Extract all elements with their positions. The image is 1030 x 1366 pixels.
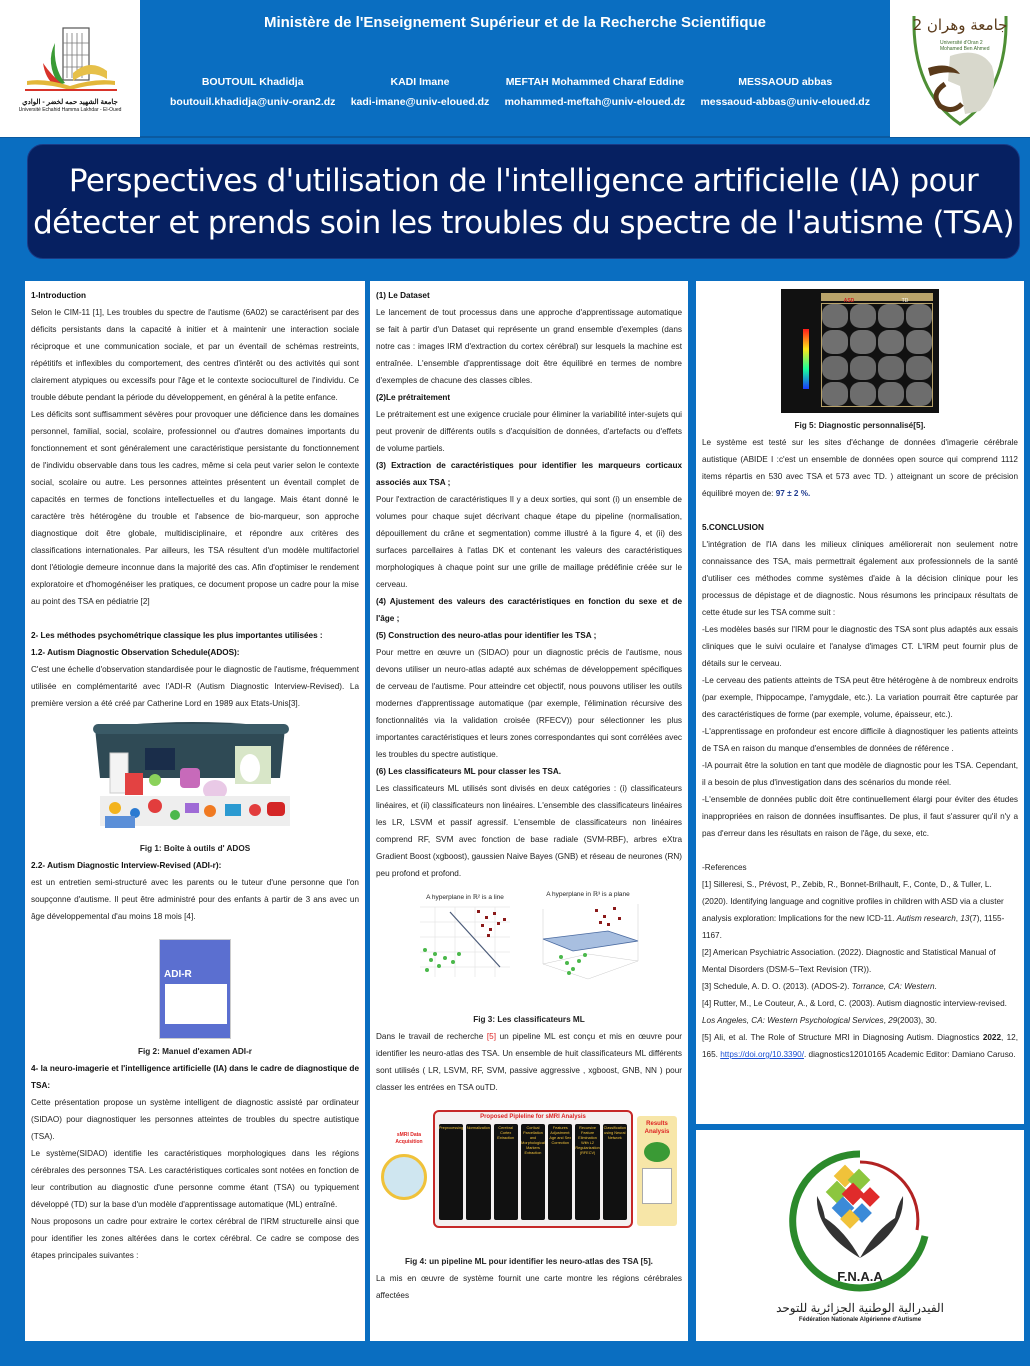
accuracy-value: 97 ± 2 %. (775, 489, 811, 498)
dataset-paragraph: Le lancement de tout processus dans une approche d'apprentissage automatique se fait à partir d'un Dataset qui représente un grand ensemble d'exemples (dans notre cas : images IRM d'extraction du cortex cérébral) sur lesquels la machine est entraînée. L'ensemble d'apprentissage doit être équilibré en termes de nombre d'exemples de chacune des classes cibles. (376, 308, 682, 385)
svg-text:Mohamed Ben Ahmed: Mohamed Ben Ahmed (940, 46, 990, 52)
figure-1-caption: Fig 1: Boîte à outils d' ADOS (139, 844, 251, 853)
results-paragraph (702, 434, 1018, 502)
column-results-conclusion (696, 281, 1024, 1124)
reference-3: [3] Schedule, A. D. O. (2013). (ADOS-2). Torrance, CA: Western. (702, 982, 937, 991)
adir-manual-label: ADI-R (164, 969, 192, 980)
ministry-heading: Ministère de l'Enseignement Supérieur et de la Recherche Scientifique (263, 14, 767, 31)
university-el-oued-logo (0, 0, 140, 137)
pipeline-step-classification: Classification using Neural Network (603, 1124, 627, 1220)
figure-pipeline (376, 1102, 682, 1232)
heading-preprocessing: (2)Le prétraitement (376, 393, 451, 402)
pipeline-paragraph (376, 1028, 682, 1096)
closing-paragraph: La mis en œuvre de système fournit une carte montre les régions cérébrales affectées (376, 1274, 682, 1300)
conclusion-point-1: -Les modèles basés sur l'IRM pour le diagnostic des TSA sont plus adaptés aux essais cliniques que le suivi oculaire et l'analyse d'images CT. L'IRM peut fournir plus de détails sur le cerveau. (702, 625, 1018, 668)
author-email[interactable]: boutouil.khadidja@univ-oran2.dz (170, 96, 336, 108)
fnaa-latin-name: Fédération Nationale Algérienne d'Autisme (798, 1317, 922, 1323)
author-list (170, 72, 870, 112)
pipeline-banner: Proposed Pipleline for sMRI Analysis (480, 1114, 586, 1120)
svg-text:Université d'Oran 2: Université d'Oran 2 (940, 40, 983, 46)
intro-paragraph-2: Les déficits sont suffisamment sévères pour provoquer une déficience dans les domaines personnel, familial, social, scolaire, professionnel ou d'autres domaines importants du fonctionnement et sont généralement une caractéristique persistante du fonctionnement de l'individu observable dans tous les cadres, même si cela peut varier selon le contexte social, scolaire ou autre. Les personnes atteintes présentent un éventail complet de capacités en termes de fonctions intellectuelles et du langage. Mais étant donné le caractère très hétérogène du trouble et l'absence de bio-marqueur, son approche diagnostique doit être globale, multidisciplinaire, et répondre aux critères des classifications internationales. Par ailleurs, les TSA résultent d'un modèle multifactoriel dont l'étiologie demeure inconnue dans la majorité des cas. Afin d'optimiser le rendement exploratoire et d'homogénéiser les pratiques, ce document propose un cadre pour la mise au point des TSA en pédiatrie [2] (31, 410, 359, 606)
pipeline-step-rfecv: Recursive Feature Elimination With L2 Regularization (RFECV) (575, 1124, 599, 1220)
intro-paragraph-1: Selon le CIM-11 [1], Les troubles du spectre de l'autisme (6A02) se caractérisent par des déficits persistants dans la capacité à initier et à maintenir une interaction sociale réciproque et une communication sociale, et par un éventail de schémas restreints, répétitifs et inflexibles du comportement, des centres d'intérêt ou des activités qui sont clairement atypiques ou excessifs pour l'âge et le contexte socioculturel de l'individu. Ce trouble débute pendant la période du développement, en général à la petite enfance. (31, 308, 359, 402)
brain-map-image (644, 1142, 670, 1162)
university-oran2-logo (890, 0, 1030, 137)
heading-neuro-atlas: (5) Construction des neuro-atlas pour identifier les TSA ; (376, 631, 597, 640)
scatter-2d-icon (415, 902, 515, 982)
hyperplane-3d-plot (533, 890, 643, 990)
pipeline-frame (433, 1110, 633, 1228)
column-introduction (25, 281, 365, 1341)
doi-link[interactable]: https://doi.org/10.3390/ (720, 1050, 804, 1059)
conclusion-point-5: -L'ensemble de données public doit être continuellement élargi pour éviter des études inappropriées en raison de données insuffisantes. De plus, il faut s'assurer qu'il n'y a pas d'erreur dans les résultats en raison de l'âge, du sexe, etc. (702, 795, 1018, 838)
column-methodology (370, 281, 688, 1341)
figure-ados-toolkit (31, 718, 359, 836)
poster-title (33, 160, 1014, 244)
results-analysis-label: Results Analysis (644, 1121, 670, 1135)
neuro-paragraph-2: Le système(SIDAO) identifie les caractéristiques morphologiques dans les régions cérébrales des personnes TSA. Les caractéristiques corticales sont notées en fonction de leur contribution au diagnostic d'une personne comme étant (TSA) ou typiquement développé (TD) sur la base d'un modèle d'apprentissage automatique (ML) entraîné. (31, 1149, 359, 1209)
poster-title-box (27, 144, 1020, 259)
author-name: MESSAOUD abbas (738, 76, 833, 88)
group-td: TD (877, 293, 933, 301)
neuro-paragraph-1: Cette présentation propose un système intelligent de diagnostic assisté par ordinateur (SIDAO) pour diagnostiquer les personnes atteintes de troubles du spectre autistique (TSA). (31, 1098, 359, 1141)
fnaa-arabic-name: الفيدرالية الوطنية الجزائرية للتوحد (776, 1301, 944, 1315)
pipeline-diagram (379, 1102, 679, 1232)
author-1 (170, 72, 335, 112)
section-heading-methods: 2- Les méthodes psychométrique classique les plus importantes utilisées : (31, 631, 323, 640)
results-analysis-panel (637, 1116, 677, 1226)
conclusion-point-3: -L'apprentissage en profondeur est encore difficile à diagnostiquer les patients atteints de TSA en raison du manque d'ensembles de données de référence . (702, 727, 1018, 753)
title-line-2: détecter et prends soin les troubles du spectre de l'autisme (TSA) (33, 204, 1014, 241)
adir-form-area (165, 984, 227, 1024)
author-name: BOUTOUIL Khadidja (201, 76, 304, 88)
figure-hyperplanes (376, 890, 682, 990)
figure-3-caption: Fig 3: Les classificateurs ML (473, 1015, 585, 1024)
section-heading-neuroimaging: 4- la neuro-imagerie et l'intelligence artificielle (IA) dans le cadre de diagnostique de TSA: (31, 1064, 359, 1090)
author-name: KADI Imane (390, 76, 450, 88)
color-scale-bar (803, 329, 809, 389)
group-asd: ASD (821, 293, 877, 301)
feature-extraction-paragraph: Pour l'extraction de caractéristiques Il y a deux sorties, qui sont (i) un ensemble de volumes pour chaque sujet décrivant chaque étape du pipeline (normalisation, dépouillement du crâne et segmentation) comme illustré à la figure 4, et (ii) des surfaces parcellaires à l'atlas DK et contenant les valeurs des caractéristiques morphologiques à chaque point sur une grille de maillage prédéfinie créée sur le cerveau. (376, 495, 682, 589)
fnaa-logo-icon (785, 1146, 935, 1296)
smri-acquisition-label: sMRI Data Acquisition (395, 1132, 423, 1145)
heading-adjustment: (4) Ajustement des valeurs des caractéristiques en fonction du sexe et de l'âge ; (376, 597, 682, 623)
book-building-icon (15, 23, 125, 98)
reference-2: [2] American Psychiatric Association. (2022). Diagnostic and Statistical Manual of Mental Disorders (DSM-5–Text Revision (TR)). (702, 948, 996, 974)
fnaa-acronym: F.N.A.A (837, 1269, 883, 1284)
pipeline-steps (435, 1122, 631, 1222)
classifiers-paragraph: Les classificateurs ML utilisés sont divisés en deux catégories : (i) classificateurs linéaires, et (ii) classificateurs non linéaires. L'ensemble des classificateurs linéaires les LR, LSVM et passif agressif. L'ensemble de classificateurs non linéaires comprend RF, SVM avec fonction de base radiale (SVM-RBF), arbres eXtra Gradient Boost (xgboost), gaussien Naive Bayes (GNB) et réseau de neurones (RN) peu profond et profond. (376, 784, 682, 878)
poster-header (0, 0, 1030, 138)
heading-classifiers: (6) Les classificateurs ML pour classer les TSA. (376, 767, 562, 776)
author-3 (505, 72, 686, 112)
author-email[interactable]: messaoud-abbas@univ-eloued.dz (700, 96, 870, 108)
oran2-arabic: جامعة وهران 2 (912, 16, 1008, 34)
neuro-paragraph-3: Nous proposons un cadre pour extraire le cortex cérébral de l'IRM structurelle ainsi que pour identifier les zones altérées dans le cortex cérébral. Ce cadre se compose des étapes principales suivantes : (31, 1217, 359, 1260)
reference-1: [1] Silleresi, S., Prévost, P., Zebib, R., Bonnet-Brilhault, F., Conte, D., & Tuller, L. (2020). Identifying language and cognitive profiles in children with ASD via a cluster analysis exploration: Implications for the new ICD-11. Autism research, 13(7), 1155-1167. (702, 880, 1005, 940)
figure-5-caption: Fig 5: Diagnostic personnalisé[5]. (794, 421, 926, 430)
brain-cell-grid (821, 303, 933, 407)
scatter-3d-icon (533, 899, 643, 984)
pipeline-text-before: Dans le travail de recherche (376, 1032, 487, 1041)
hyperplane-2d-plot (415, 893, 515, 988)
conclusion-point-2: -Le cerveau des patients atteints de TSA peut être hétérogène à de nombreux endroits (par exemple, l'hippocampe, l'amygdale, etc.). La variation pourrait être capturée par des caractéristiques de forme (par exemple, volume, épaisseur, etc.). (702, 676, 1018, 719)
heading-dataset: (1) Le Dataset (376, 291, 430, 300)
subheading-adir: 2.2- Autism Diagnostic Interview-Revised (ADI-r): (31, 861, 222, 870)
results-text: Le système est testé sur les sites d'échange de données d'imagerie cérébrale autistique (ABIDE I :c'est un ensemble de données open source qui comprend 1112 items répartis en 530 avec TSA et 573 avec TD. ) atteignant un score de précision équilibré moyen de: (702, 438, 1018, 498)
figure-adir-manual (31, 939, 359, 1039)
pipeline-step-normalization: Normalization (466, 1124, 490, 1220)
author-email[interactable]: kadi-imane@univ-eloued.dz (350, 96, 490, 108)
pipeline-step-parcellation: Cortical Parcellation and Morphological Markers Extraction (521, 1124, 545, 1220)
reference-5: [5] Ali, et al. The Role of Structure MRI in Diagnosing Autism. Diagnostics 2022, 12, 165. https://doi.org/10.3390/. diagnostics12010165 Academic Editor: Damiano Caruso. (702, 1033, 1018, 1059)
heading-feature-extraction: (3) Extraction de caractéristiques pour identifier les marqueurs corticaux associés aux TSA ; (376, 461, 682, 487)
subheading-ados: 1.2- Autism Diagnostic Observation Schedule(ADOS): (31, 648, 240, 657)
adir-paragraph: est un entretien semi-structuré avec les parents ou le tuteur d'une personne que l'on soupçonne d'autisme. Il peut être administré pour des enfants à partir de 3 ans avec un âge développemental d'au moins 18 mois [4]. (31, 878, 359, 921)
left-logo-arabic: جامعة الشهيد حمه لخضر - الوادي (22, 99, 118, 106)
author-email[interactable]: mohammed-meftah@univ-eloued.dz (504, 96, 686, 108)
author-2 (351, 72, 490, 112)
section-heading-conclusion: 5.CONCLUSION (702, 523, 764, 532)
reference-5-link[interactable]: [5] (486, 1032, 497, 1041)
brain-map-grid (781, 289, 939, 413)
group-header (821, 293, 933, 304)
pipeline-step-preprocessing: Preprocessing (439, 1124, 463, 1220)
pipeline-text-after: un pipeline ML est conçu et mis en œuvre pour identifier les neuro-atlas des TSA. Un ensemble de huit classificateurs ML différents sont utilisés ( LR, LSVM, RF, SVM, passive aggressive , xgboost, GNB, NN ) pour classer les entrées en TSA ouTD. (376, 1032, 682, 1092)
figure-2-caption: Fig 2: Manuel d'examen ADI-r (137, 1047, 252, 1056)
figure-4-caption: Fig 4: un pipeline ML pour identifier les neuro-atlas des TSA [5]. (405, 1257, 653, 1266)
references-heading: -References (702, 863, 747, 872)
neuro-atlas-paragraph: Pour mettre en œuvre un (SIDAO) pour un diagnostic précis de l'autisme, nous devons utiliser un neuro-atlas adapté aux schémas de développement spécifiques de cerveau de l'autisme. Pour atteindre cet objectif, nous pouvons utiliser les outils modernes d'apprentissage automatique (par exemple, l'élimination récursive des fonctionnalités via la validation croisée (RFECV)) pour sélectionner les plus importantes caractéristiques et leurs zones correspondantes qui sont corrélées avec les troubles du spectre autistique. (376, 648, 682, 759)
author-4 (700, 72, 870, 112)
fnaa-logo-panel (696, 1130, 1024, 1341)
mri-scanner-image (381, 1154, 427, 1200)
preprocessing-paragraph: Le prétraitement est une exigence cruciale pour éliminer la variabilité inter-sujets qui peut provenir de différents outils s d'acquisition de données, d'artefacts ou d'effets de volume partiels. (376, 410, 682, 453)
section-heading-introduction: 1-Introduction (31, 291, 87, 300)
ados-paragraph: C'est une échelle d'observation standardisée pour le diagnostic de l'autisme, fréquemment utilisée en complémentarité avec l'ADI-R (Autism Diagnostic Interview-Revised). La première version a été créé par Catherine Lord en 1989 aux Etats-Unis[3]. (31, 665, 359, 708)
title-line-1: Perspectives d'utilisation de l'intelligence artificielle (IA) pour (68, 162, 979, 199)
conclusion-point-4: -IA pourrait être la solution en tant que modèle de diagnostic pour les TSA. Cependant, il a besoin de plus d'investigation dans des scénarios du monde réel. (702, 761, 1018, 787)
author-name: MEFTAH Mohammed Charaf Eddine (505, 76, 685, 88)
hyperplane-3d-title: A hyperplane in ℝ³ is a plane (546, 891, 630, 898)
lion-shield-icon (900, 6, 1020, 131)
figure-personalized-diagnosis (702, 289, 1018, 413)
pipeline-step-adjustment: Features Adjustment: Age and Sex Correction (548, 1124, 572, 1220)
hyperplane-2d-title: A hyperplane in ℝ² is a line (426, 893, 504, 901)
conclusion-paragraph: L'intégration de l'IA dans les milieux cliniques améliorerait non seulement notre connaissance des TSA, mais permettrait également aux professionnels de la santé d'utiliser ces méthodes comme systèmes d'aide à la décision clinique pour les processus de dépistage et de diagnostic. Nous résumons les principaux résultats de cette étude sur les TSA comme suit : (702, 540, 1018, 617)
adir-manual-cover (159, 939, 231, 1039)
left-logo-latin: Université Echahid Hamma Lakhdar - El-Oued (18, 107, 122, 113)
pipeline-step-cortex-extraction: Cerebral Cortex Extraction (494, 1124, 518, 1220)
report-sheet-image (642, 1168, 672, 1204)
reference-4: [4] Rutter, M., Le Couteur, A., & Lord, C. (2003). Autism diagnostic interview-revised. Los Angeles, CA: Western Psychological Services, 29(2003), 30. (702, 999, 1007, 1025)
ados-toolkit-image (85, 718, 305, 836)
